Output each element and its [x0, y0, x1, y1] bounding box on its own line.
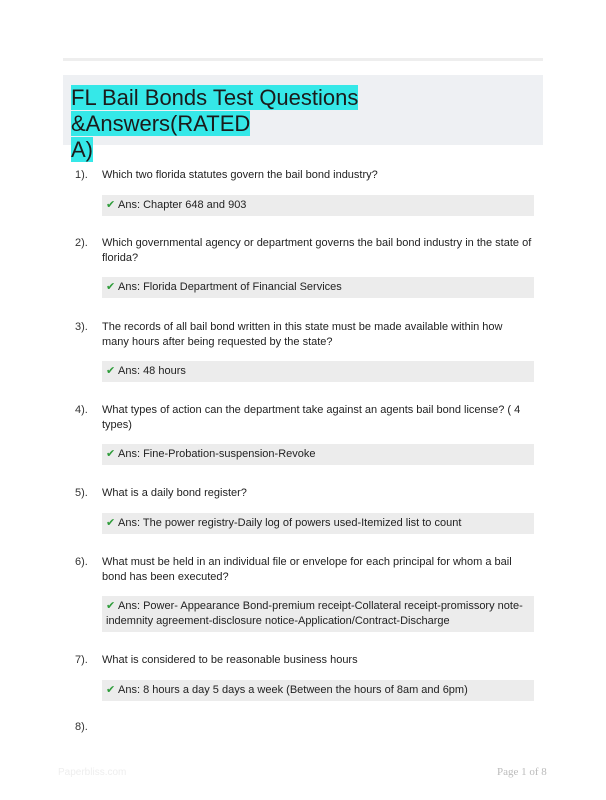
check-icon: ✔ — [106, 365, 116, 377]
answer-box — [102, 680, 534, 701]
title-block — [63, 75, 543, 162]
question-item — [63, 555, 534, 632]
question-item — [63, 653, 534, 701]
page-number: Page 1 of 8 — [497, 766, 547, 778]
question-number: 3). — [75, 321, 88, 333]
question-text: What is a daily bond register? — [102, 487, 247, 499]
answer-box — [102, 195, 534, 216]
answer-box — [102, 361, 534, 382]
answer-text: Ans: Fine-Probation-suspension-Revoke — [118, 448, 316, 460]
check-icon: ✔ — [106, 448, 116, 460]
question-item — [63, 168, 534, 216]
question-item — [63, 320, 534, 382]
top-divider — [63, 58, 543, 61]
question-text: Which governmental agency or department governs the bail bond industry in the state of florida? — [102, 237, 532, 264]
question-number: 1). — [75, 169, 88, 181]
check-icon: ✔ — [106, 684, 116, 696]
document-title — [71, 85, 535, 163]
title-line-2: A) — [71, 137, 93, 162]
question-number: 8). — [75, 721, 88, 733]
answer-text: Ans: 8 hours a day 5 days a week (Between the hours of 8am and 6pm) — [118, 684, 468, 696]
answer-text: Ans: 48 hours — [118, 365, 186, 377]
question-text: What must be held in an individual file or envelope for each principal for whom a bail bond has been executed? — [102, 556, 512, 583]
question-number: 7). — [75, 654, 88, 666]
answer-text: Ans: Power- Appearance Bond-premium receipt-Collateral receipt-promissory note-indemnity agreement-disclosure notice-Application/Contract-Discharge — [106, 600, 523, 627]
question-item — [63, 403, 534, 465]
question-number: 6). — [75, 556, 88, 568]
answer-text: Ans: Florida Department of Financial Services — [118, 281, 342, 293]
check-icon: ✔ — [106, 199, 116, 211]
answer-box — [102, 444, 534, 465]
question-text: Which two florida statutes govern the bail bond industry? — [102, 169, 378, 181]
question-number: 2). — [75, 237, 88, 249]
title-line-1: FL Bail Bonds Test Questions &Answers(RATED — [71, 85, 359, 136]
answer-text: Ans: Chapter 648 and 903 — [118, 199, 247, 211]
check-icon: ✔ — [106, 600, 116, 612]
question-item — [63, 486, 534, 534]
question-number: 4). — [75, 404, 88, 416]
answer-box — [102, 596, 534, 632]
question-number: 5). — [75, 487, 88, 499]
check-icon: ✔ — [106, 517, 116, 529]
check-icon: ✔ — [106, 281, 116, 293]
question-text: The records of all bail bond written in this state must be made available within how many hours after being requested by the state? — [102, 321, 503, 348]
question-item — [63, 236, 534, 298]
answer-box — [102, 513, 534, 534]
question-text: What is considered to be reasonable business hours — [102, 654, 358, 666]
answer-text: Ans: The power registry-Daily log of powers used-Itemized list to count — [118, 517, 462, 529]
footer-site: Paperbliss.com — [58, 767, 127, 778]
answer-box — [102, 277, 534, 298]
question-text: What types of action can the department take against an agents bail bond license? ( 4 types) — [102, 404, 521, 431]
